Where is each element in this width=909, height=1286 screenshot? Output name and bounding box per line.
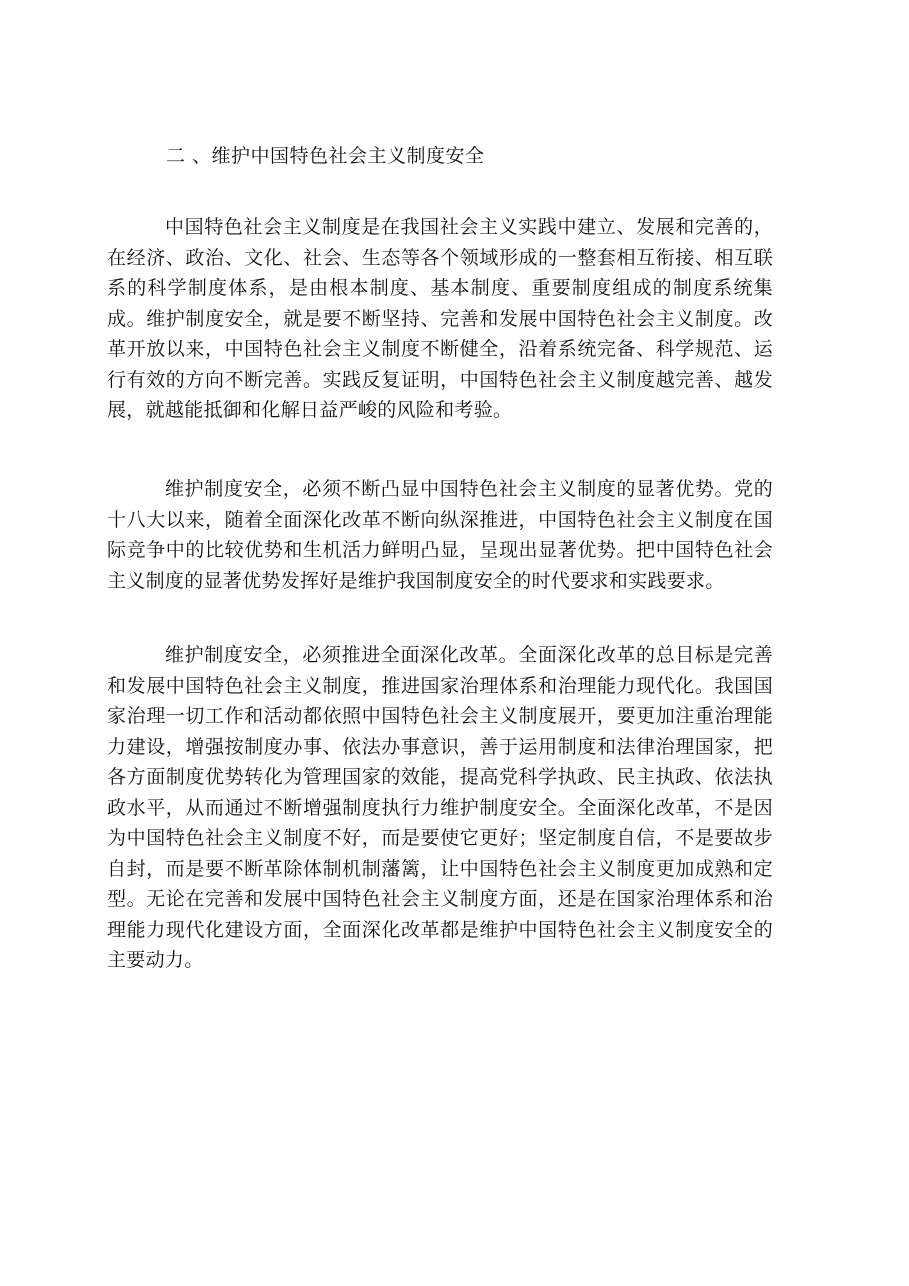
paragraph-2: 维护制度安全，必须不断凸显中国特色社会主义制度的显著优势。党的十八大以来，随着全面深化改革不断向纵深推进，中国特色社会主义制度在国际竞争中的比较优势和生机活力鲜明凸显，呈现出显著优势。把中国特色社会主义制度的显著优势发挥好是维护我国制度安全的时代要求和实践要求。: [107, 478, 773, 592]
section-heading: 二 、维护中国特色社会主义制度安全: [166, 145, 485, 167]
paragraph-1: 中国特色社会主义制度是在我国社会主义实践中建立、发展和完善的，在经济、政治、文化、社会、生态等各个领域形成的一整套相互衔接、相互联系的科学制度体系，是由根本制度、基本制度、重要制度组成的制度系统集成。维护制度安全，就是要不断坚持、完善和发展中国特色社会主义制度。改革开放以来，中国特色社会主义制度不断健全，沿着系统完备、科学规范、运行有效的方向不断完善。实践反复证明，中国特色社会主义制度越完善、越发展，就越能抵御和化解日益严峻的风险和考验。: [107, 216, 773, 421]
paragraph-3: 维护制度安全，必须推进全面深化改革。全面深化改革的总目标是完善和发展中国特色社会主义制度，推进国家治理体系和治理能力现代化。我国国家治理一切工作和活动都依照中国特色社会主义制度展开，要更加注重治理能力建设，增强按制度办事、依法办事意识，善于运用制度和法律治理国家，把各方面制度优势转化为管理国家的效能，提高党科学执政、民主执政、依法执政水平，从而通过不断增强制度执行力维护制度安全。全面深化改革，不是因为中国特色社会主义制度不好，而是要使它更好；坚定制度自信，不是要故步自封，而是要不断革除体制机制藩篱，让中国特色社会主义制度更加成熟和定型。无论在完善和发展中国特色社会主义制度方面，还是在国家治理体系和治理能力现代化建设方面，全面深化改革都是维护中国特色社会主义制度安全的主要动力。: [107, 644, 773, 971]
